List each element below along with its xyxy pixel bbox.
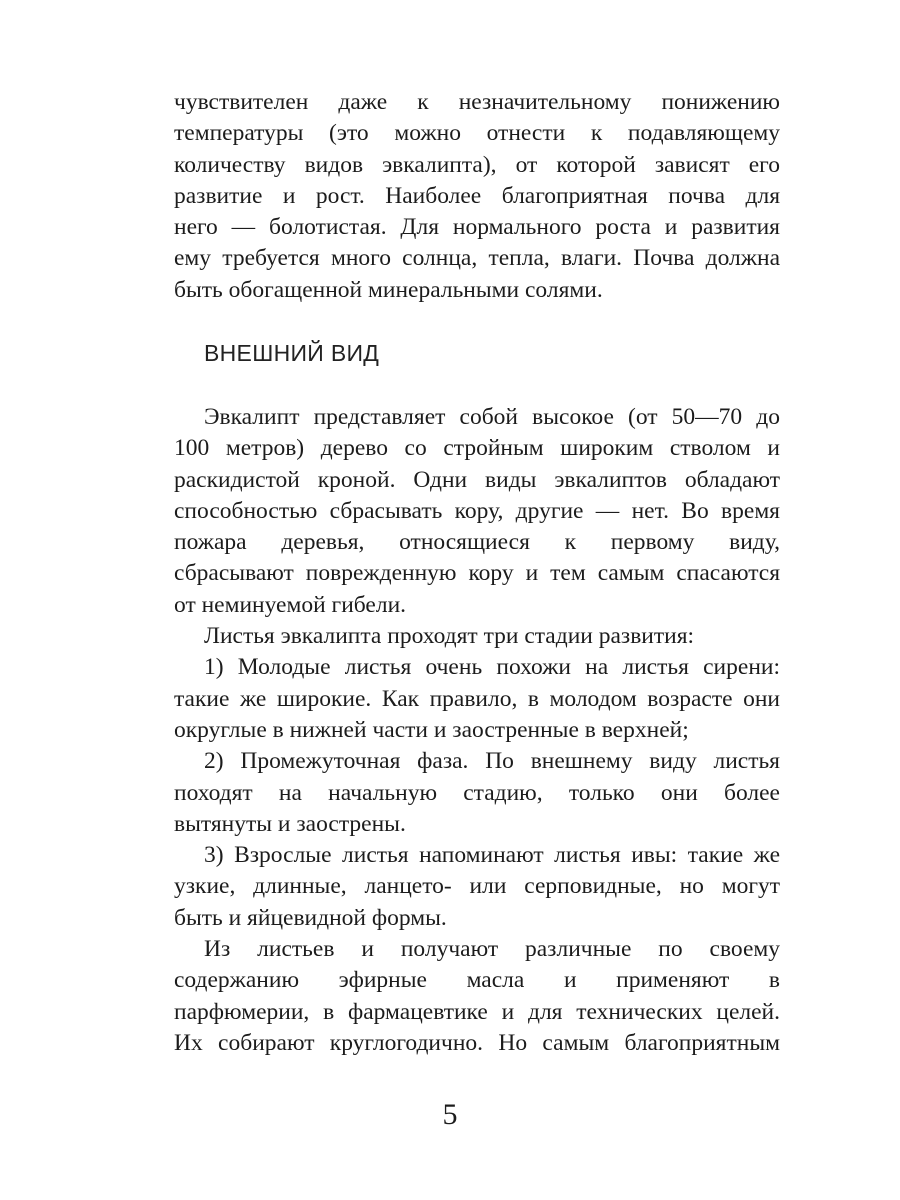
page-number: 5 — [442, 1098, 458, 1131]
text-line: содержанию эфирные масла и применяют в — [174, 967, 780, 994]
text-line: температуры (это можно отнести к подавляющему — [174, 120, 780, 147]
text-line: количеству видов эвкалипта), от которой зависят его — [174, 151, 780, 178]
text-line: Эвкалипт представляет собой высокое (от 50—70 до — [204, 404, 780, 430]
text-line: Их собирают круглогодично. Но самым благоприятным — [174, 1029, 780, 1056]
text-line: вытянуты и заострены. — [174, 810, 406, 837]
section-body — [174, 402, 780, 1059]
text-line: быть и яйцевидной формы. — [174, 904, 447, 931]
text-line: сбрасывают поврежденную кору и тем самым спасаются — [174, 560, 780, 587]
text-line: Листья эвкалипта проходят три стадии развития: — [204, 623, 695, 650]
text-line: 100 метров) дерево со стройным широким стволом и — [174, 435, 780, 462]
text-line: округлые в нижней части и заостренные в верхней; — [174, 716, 689, 743]
text-line: быть обогащенной минеральными солями. — [174, 276, 603, 303]
text-line: способностью сбрасывать кору, другие — нет. Во время — [174, 497, 780, 524]
text-line: парфюмерии, в фармацевтике и для технических целей. — [174, 998, 780, 1025]
text-line: от неминуемой гибели. — [174, 591, 407, 618]
text-line: Из листьев и получают различные по своему — [204, 936, 780, 963]
text-line: развитие и рост. Наиболее благоприятная почва для — [174, 182, 780, 209]
text-line: такие же широкие. Как правило, в молодом возрасте они — [174, 685, 780, 712]
text-line: него — болотистая. Для нормального роста и развития — [174, 214, 780, 241]
list-item-3: 3) Взрослые листья напоминают листья ивы: такие же — [204, 842, 780, 869]
list-item-1: 1) Молодые листья очень похожи на листья сирени: — [204, 654, 780, 681]
section-heading: ВНЕШНИЙ ВИД — [204, 340, 380, 366]
text-line: узкие, длинные, ланцето- или серповидные, но могут — [174, 873, 780, 900]
text-line: походят на начальную стадию, только они более — [174, 779, 780, 806]
text-line: чувствителен даже к незначительному понижению — [174, 89, 780, 115]
text-line: ему требуется много солнца, тепла, влаги. Почва должна — [174, 245, 780, 272]
intro-paragraph — [174, 87, 780, 306]
text-line: пожара деревья, относящиеся к первому виду, — [174, 529, 780, 556]
text-line: раскидистой кроной. Одни виды эвкалиптов обладают — [174, 466, 780, 493]
list-item-2: 2) Промежуточная фаза. По внешнему виду листья — [204, 748, 780, 775]
